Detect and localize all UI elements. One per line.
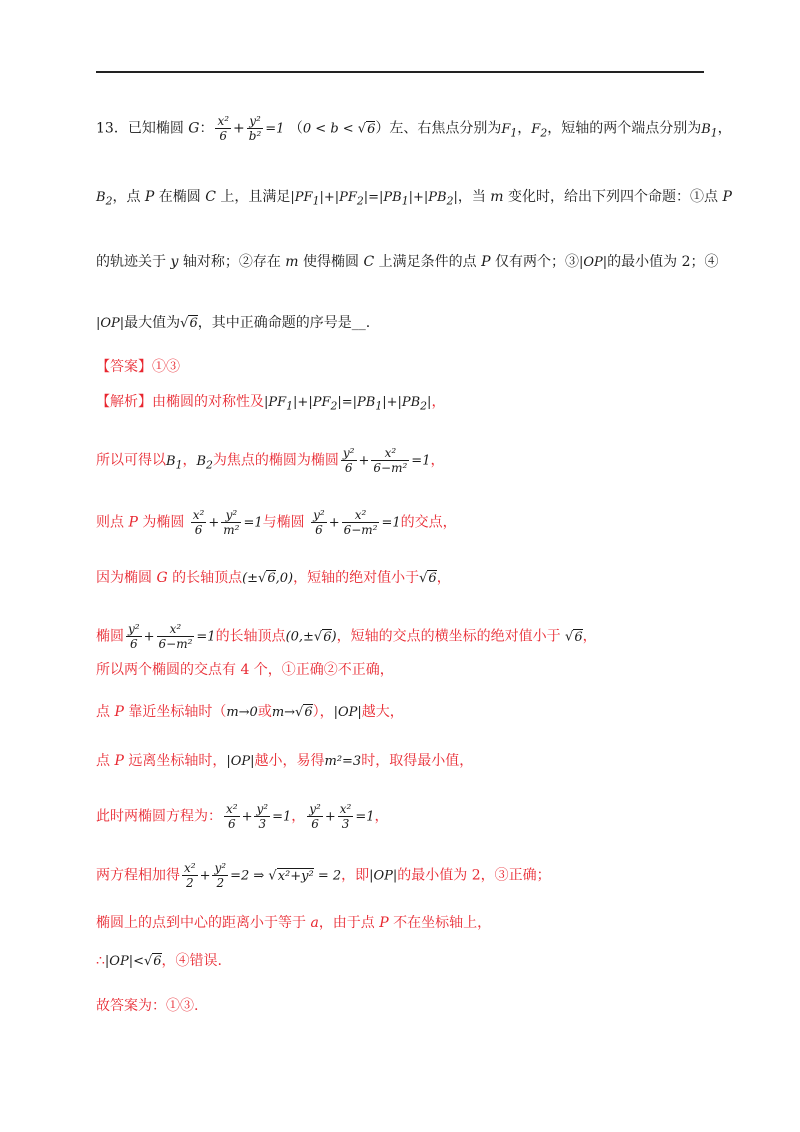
analysis-line-11: 椭圆上的点到中心的距离小于等于 a，由于点 P 不在坐标轴上， xyxy=(96,915,492,931)
problem-line-1: 13．已知椭圆 G： $\frac{\text{x²}}{6}$ + $\frac{\text{y²}}{\text{b²}}$ =1 （0 < b < √6）左、右焦点分别为$F_1$，$F_2$，短轴的两个端点分别为$B_1$， xyxy=(96,114,732,143)
problem-line-4: |OP|最大值为√6，其中正确命题的序号是__. xyxy=(96,315,371,331)
analysis-line-1: 【解析】由椭圆的对称性及$|PF_1|+|PF_2|=|PB_1|+|PB_2|$， xyxy=(96,394,446,413)
analysis-line-2: 所以可得以$B_1$，$B_2$为焦点的椭圆为椭圆 $\frac{\text{y²}}{6}$ + $\frac{\text{x²}}{\text{6−m²}}$ =1， xyxy=(96,446,445,475)
header-rule xyxy=(96,71,704,73)
analysis-line-12: ∴|OP|<√6，④错误. xyxy=(96,953,222,969)
problem-line-2: $B_2$，点 P 在椭圆 C 上，且满足$|PF_1|+|PF_2|=|PB_1|+|PB_2|$，当 m 变化时，给出下列四个命题：①点 P xyxy=(96,189,732,208)
analysis-line-8: 点 P 远离坐标轴时，|OP|越小，易得m²=3时，取得最小值， xyxy=(96,753,474,769)
analysis-line-7: 点 P 靠近坐标轴时（m→0或m→√6），|OP|越大， xyxy=(96,704,404,720)
analysis-line-6: 所以两个椭圆的交点有 4 个，①正确②不正确， xyxy=(96,662,394,678)
analysis-line-3: 则点 P 为椭圆 $\frac{\text{x²}}{6}$ + $\frac{\text{y²}}{\text{m²}}$ =1与椭圆 $\frac{\text{y²}}{6}$ + $\frac{\text{x²}}{\text{6−m²}}$ =1的交点， xyxy=(96,508,457,537)
problem-line-3: 的轨迹关于 y 轴对称；②存在 m 使得椭圆 C 上满足条件的点 P 仅有两个；③|OP|的最小值为 2；④ xyxy=(96,254,719,270)
analysis-line-4: 因为椭圆 G 的长轴顶点(±√6,0)，短轴的绝对值小于√6， xyxy=(96,570,451,586)
analysis-line-10: 两方程相加得 $\frac{\text{x²}}{2}$ + $\frac{\text{y²}}{2}$ =2 ⇒ √x²+y² = 2，即|OP|的最小值为 2，③正确； xyxy=(96,861,551,890)
answer-line: 【答案】①③ xyxy=(96,359,180,375)
analysis-line-9: 此时两椭圆方程为： $\frac{\text{x²}}{6}$ + $\frac{\text{y²}}{3}$ =1， $\frac{\text{y²}}{6}$ + $\frac{\text{x²}}{3}$ =1， xyxy=(96,802,389,831)
analysis-line-5: 椭圆 $\frac{\text{y²}}{6}$ + $\frac{\text{x²}}{\text{6−m²}}$ =1的长轴顶点(0,±√6)，短轴的交点的横坐标的绝对值小于 √6， xyxy=(96,622,597,651)
final-answer-line: 故答案为：①③. xyxy=(96,998,199,1014)
